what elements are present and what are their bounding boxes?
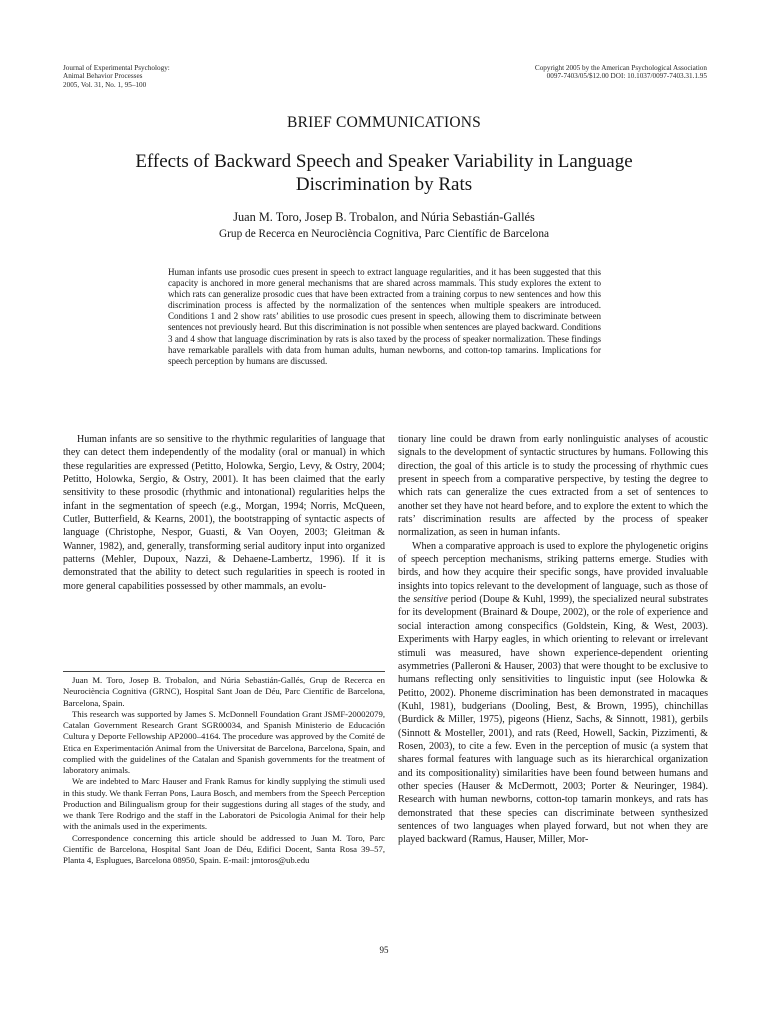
title-line: Effects of Backward Speech and Speaker Variability in Language: [135, 151, 633, 172]
author-note: [63, 675, 385, 866]
journal-header: [63, 64, 283, 89]
footnote-paragraph: Juan M. Toro, Josep B. Trobalon, and Núria Sebastián-Gallés, Grup de Recerca en Neurociència Cognitiva (GRNC), Hospital Sant Joan de Déu, Parc Científic de Barcelona, Barcelona, Spain.: [63, 675, 385, 708]
doi-line: 0097-7403/05/$12.00 DOI: 10.1037/0097-7403.31.1.95: [546, 72, 707, 81]
body-text: period (Doupe & Kuhl, 1999), the specialized neural substrates for its development (Brainard & Doupe, 2002), or the role of experience and social interaction among conspecifics (Goldstein, King, & West, 2003). Experiments with Harpy eagles, in which orienting to relevant or irrelevant stimuli was measured, have shown experience-dependent orienting asymmetries (Palleroni & Hauser, 2003) that were thought to be exclusive to humans reflecting only sensitivities to linguistic input (see Holowka & Petitto, 2002). Phoneme discrimination has been demonstrated in macaques (Kuhl, 1981), budgerians (Dooling, Best, & Brown, 1995), chinchillas (Burdick & Miller, 1975), pigeons (Hienz, Sachs, & Sinnott, 1981), gerbils (Sinnott & Mosteller, 2001), and rats (Reed, Howell, Sackin, Pizzimenti, & Rosen, 2003), to cite a few. Even in the perception of music (a system that shares formal features with language such as its hierarchical organization and its compositionality) similarities have been found between humans and other species (Hauser & McDermott, 2003; Porter & Neuringer, 1984). Research with human newborns, cotton-top tamarin monkeys, and rats has demonstrated that these species can discriminate between synthesized sentences of two languages when played forward, but not when they are played backward (Ramus, Hauser, Miller, Mor-: [398, 594, 709, 846]
footnote-divider: [63, 671, 385, 672]
journal-header-line: 2005, Vol. 31, No. 1, 95–100: [63, 80, 147, 89]
abstract: Human infants use prosodic cues present in speech to extract language regularities, and it has been suggested that this capacity is anchored in more general mechanisms that are shared across mammals. This study explores the extent to which rats can generalize prosodic cues that have been extracted from a training corpus to new sentences and how this discrimination process is affected by the normalization of the sentences when multiple speakers are introduced. Conditions 1 and 2 show rats’ abilities to use prosodic cues present in speech, allowing them to discriminate between sentences not previously heard. But this discrimination is not possible when sentences are played backward. Conditions 3 and 4 show that language discrimination by rats is also taxed by the process of speaker normalization. These findings have remarkable parallels with data from human adults, human newborns, and cotton-top tamarins. Implications for speech perception by humans are discussed.: [168, 267, 601, 366]
affiliation: Grup de Recerca en Neurociència Cognitiva, Parc Científic de Barcelona: [219, 228, 549, 240]
authors: Juan M. Toro, Josep B. Trobalon, and Núria Sebastián-Gallés: [233, 210, 535, 224]
page-number: 95: [379, 945, 389, 955]
article-title: [84, 150, 684, 196]
correspondence-note: Correspondence concerning this article should be addressed to Juan M. Toro, Parc Científic de Barcelona, Hospital Sant Joan de Déu, Edifici Docent, Santa Rosa 39–57, Planta 4, Esplugues, Barcelona 08950, Spain. E-mail: jmtoros@ub.edu: [63, 832, 385, 865]
copyright-header: [407, 64, 707, 81]
title-line: Discrimination by Rats: [295, 174, 473, 195]
body-paragraph: tionary line could be drawn from early nonlinguistic analyses of acoustic signals to the development of syntactic structures by humans. Following this direction, the goal of this article is to study the processing of rhythmic cues present in speech from a comparative perspective, by testing the degree to which rats can generalize the cues extracted from a set of sentences to another set they have not heard before, and to explore the extent to which the rats’ discrimination results are affected by the process of speaker normalization, as seen in human infants.: [398, 434, 708, 539]
section-heading: BRIEF COMMUNICATIONS: [287, 114, 481, 131]
body-paragraph: [398, 540, 708, 847]
journal-header-line: Animal Behavior Processes: [63, 72, 143, 81]
body-text: When a comparative approach is used to explore the phylogenetic origins of speech perception mechanisms, striking patterns emerge. Studies with birds, and how they acquire their specific songs, have provided invaluable insights into topics relevant to the development of language, such as those of the: [398, 540, 708, 606]
footnote-paragraph: This research was supported by James S. McDonnell Foundation Grant JSMF-20002079, Catalan Government Research Grant SGR00034, and Spanish Ministerio de Educación Cultura y Deporte Fellowship AP2000–4164. The procedure was approved by the Comité de Etica en Experimentación Animal from the Universitat de Barcelona, Barcelona, Spain, and complied with the guidelines of the Catalan and Spanish governments for the treatment of laboratory animals.: [63, 708, 385, 775]
journal-header-line: Journal of Experimental Psychology:: [63, 64, 170, 72]
copyright-line: Copyright 2005 by the American Psychological Association: [534, 64, 707, 72]
body-paragraph: Human infants are so sensitive to the rhythmic regularities of language that they can detect them independently of the modality (oral or manual) in which these regularities are expressed (Petitto, Holowka, Sergio, Levy, & Ostry, 2004; Petitto, Holowka, Sergio, & Ostry, 2001). It has been claimed that the early sensitivity to these prosodic (rhythmic and intonational) regularities helps the infant in the segmentation of speech (e.g., Morgan, 1994; Norris, McQueen, Cutler, Butterfield, & Kearns, 2001), the bootstrapping of syntactic aspects of language (Christophe, Nespor, Guasti, & Van Ooyen, 2003; Gleitman & Wanner, 1982), and, generally, transforming serial auditory input into organized patterns (Mehler, Dupoux, Nazzi, & Dehaene-Lambertz, 1996). If it is demonstrated that the ability to detect such regularities in speech is rooted in more general capabilities possessed by other mammals, an evolu-: [63, 434, 385, 592]
body-column-right: [398, 433, 708, 847]
emphasis-text: sensitive: [413, 594, 448, 606]
footnote-paragraph: We are indebted to Marc Hauser and Frank Ramus for kindly supplying the stimuli used in this study. We thank Ferran Pons, Laura Bosch, and members from the Speech Perception Production and Bilingualism group for their suggestions during all stages of the study, and we thank Tere Rodrigo and the staff in the Laboratori de Psicologia Animal for their help with the animals used in the experiments.: [63, 776, 385, 832]
body-column-left: [63, 433, 385, 593]
